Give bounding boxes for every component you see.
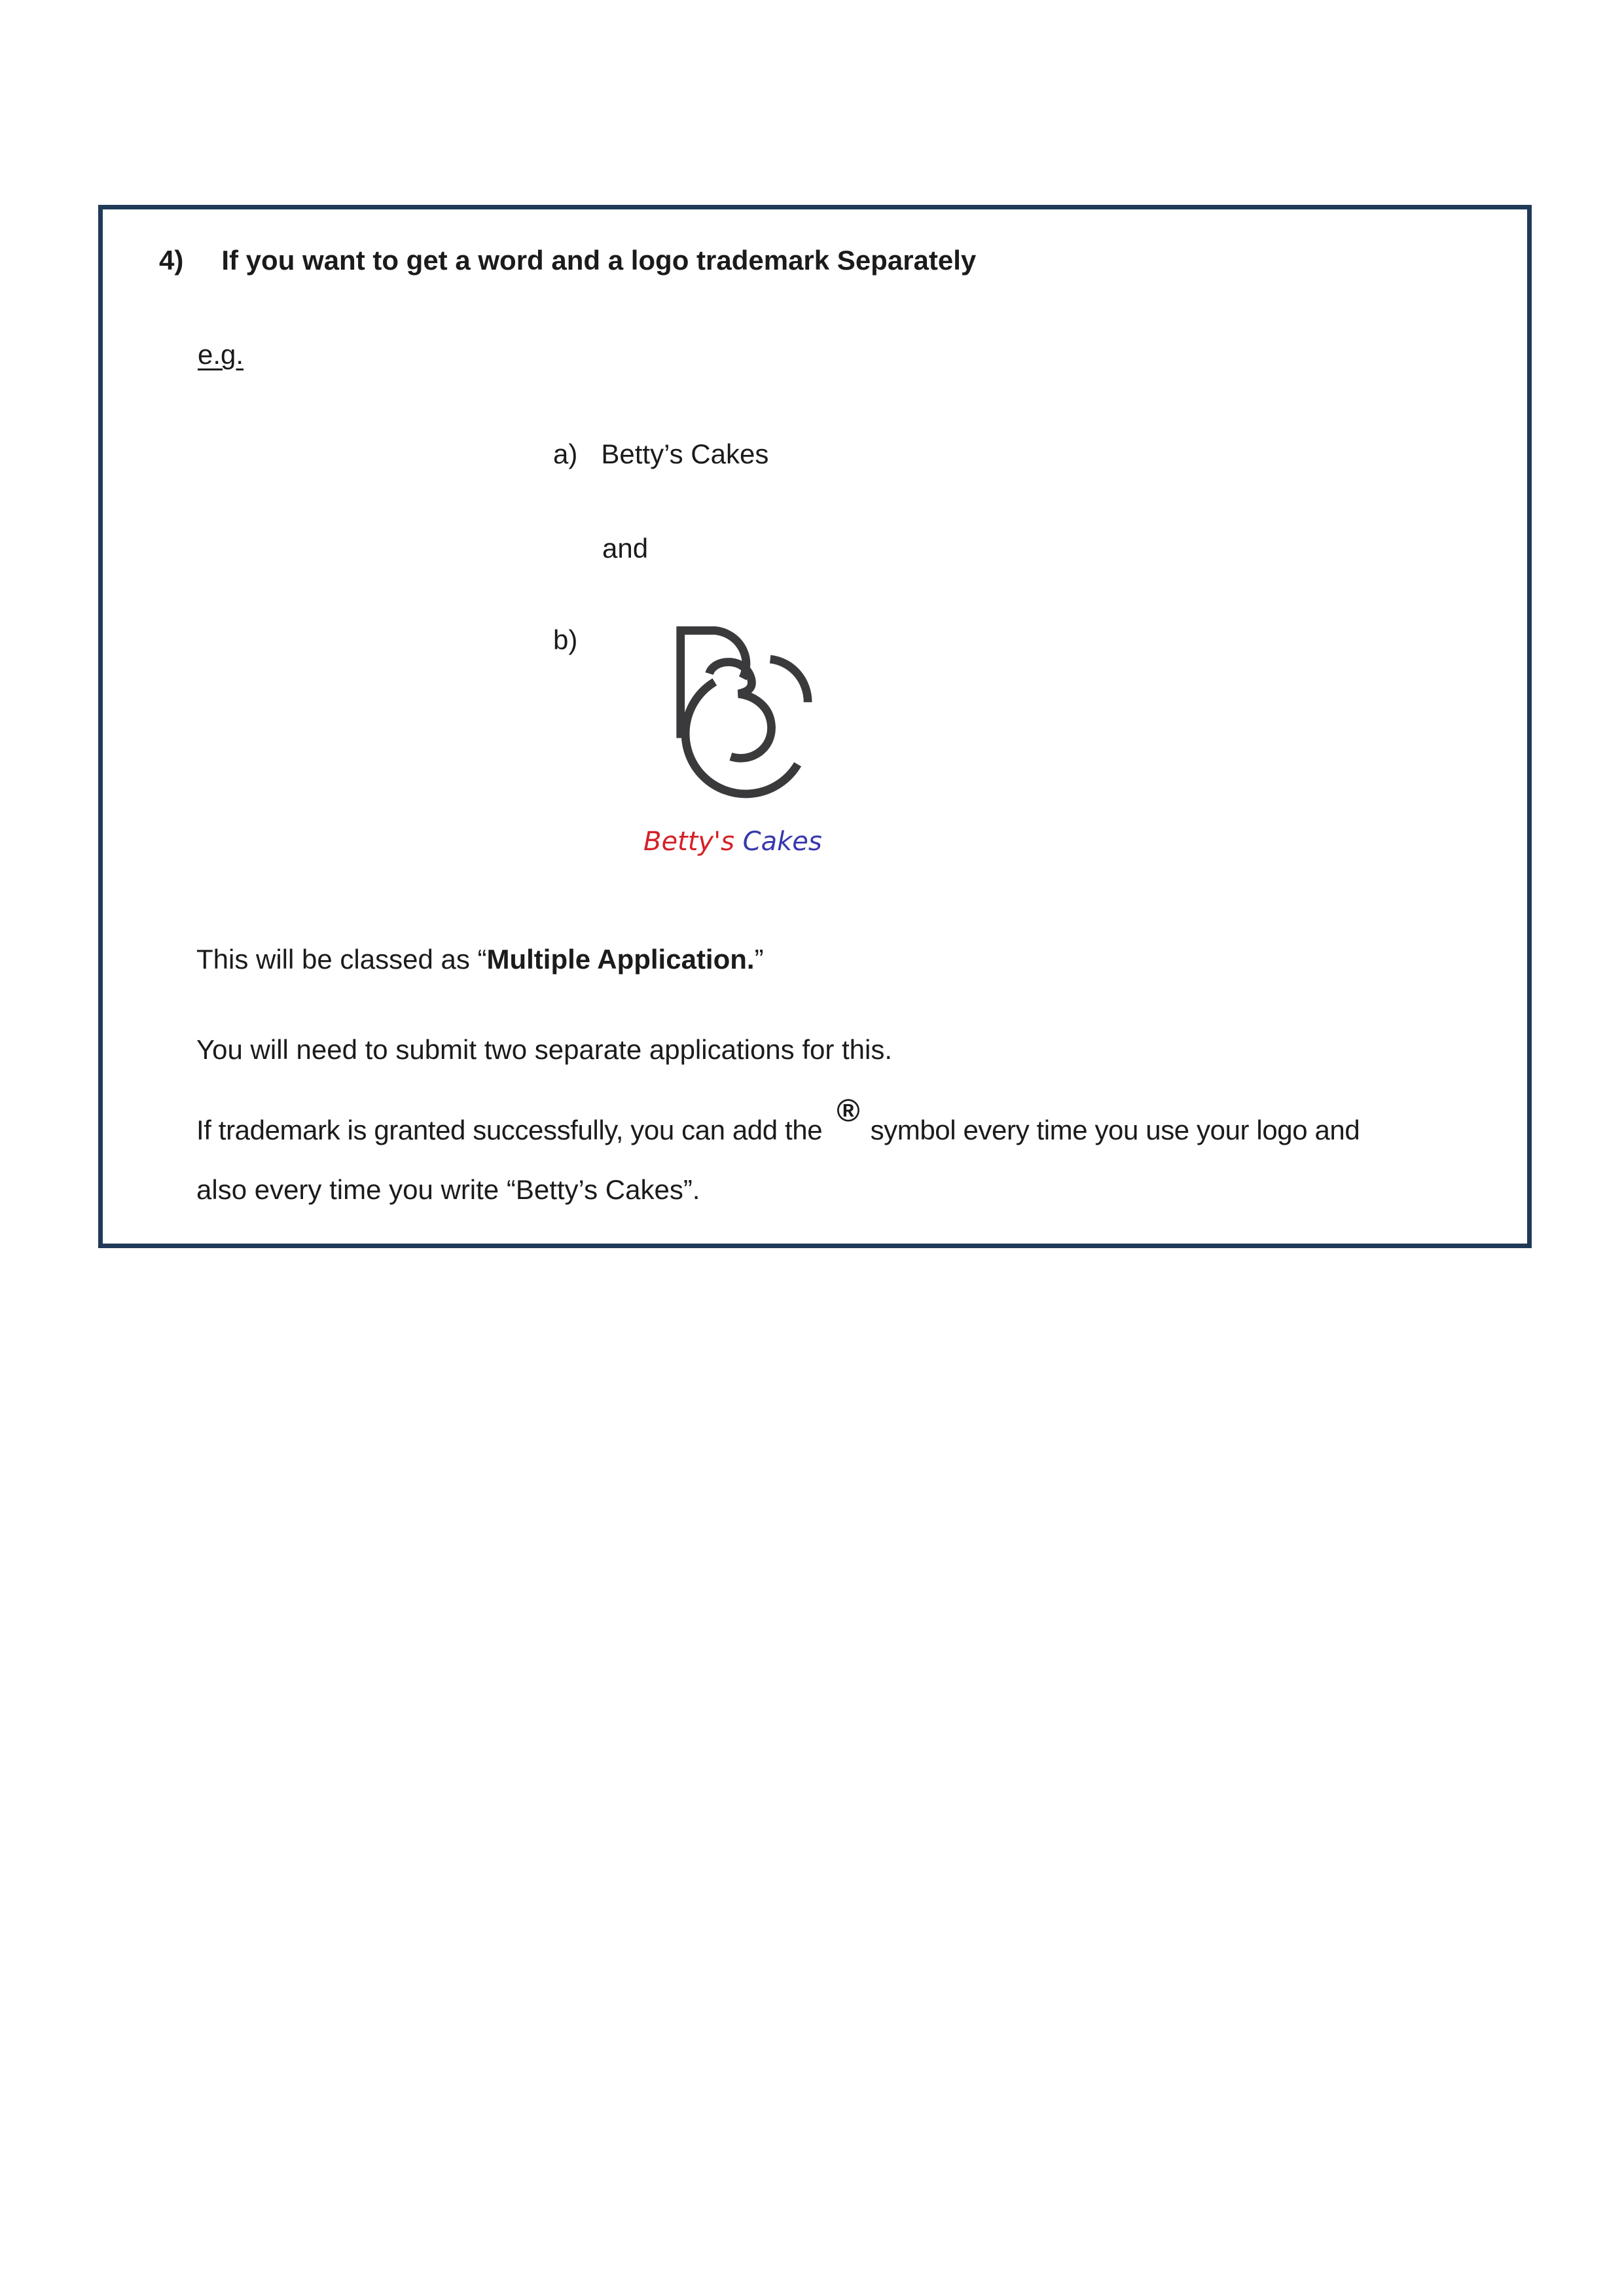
list-marker-b: b) bbox=[553, 624, 578, 655]
classed-suffix: ” bbox=[754, 944, 764, 975]
registered-trademark-symbol: ® bbox=[837, 1094, 860, 1128]
paragraph-granted-line1 bbox=[196, 1094, 1360, 1147]
example-label: e.g. bbox=[198, 339, 244, 370]
monogram-c-top-arm bbox=[770, 659, 808, 702]
classed-bold-term: Multiple Application. bbox=[486, 944, 755, 975]
content-box bbox=[98, 205, 1532, 1248]
classed-prefix: This will be classed as “ bbox=[196, 944, 487, 975]
logo-caption-word2: Cakes bbox=[742, 827, 822, 857]
monogram-c-bowl bbox=[685, 682, 797, 794]
list-item-b bbox=[553, 623, 577, 657]
section-heading bbox=[159, 243, 976, 278]
granted-suffix: symbol every time you use your logo and bbox=[870, 1115, 1360, 1145]
list-text-a: Betty’s Cakes bbox=[601, 439, 769, 469]
logo-caption bbox=[643, 826, 840, 857]
connector-text: and bbox=[602, 533, 649, 564]
logo-caption-word1: Betty's bbox=[643, 827, 734, 857]
granted-prefix: If trademark is granted successfully, you can add the bbox=[196, 1115, 823, 1145]
paragraph-granted-line2: also every time you write “Betty’s Cakes”. bbox=[196, 1174, 700, 1205]
list-item-a bbox=[553, 437, 768, 471]
section-number: 4) bbox=[159, 245, 184, 276]
paragraph-classed bbox=[196, 942, 764, 977]
paragraph-submit: You will need to submit two separate applications for this. bbox=[196, 1034, 893, 1065]
section-title: If you want to get a word and a logo trademark Separately bbox=[221, 245, 977, 276]
list-marker-a: a) bbox=[553, 439, 578, 469]
bc-monogram-icon bbox=[657, 613, 824, 804]
